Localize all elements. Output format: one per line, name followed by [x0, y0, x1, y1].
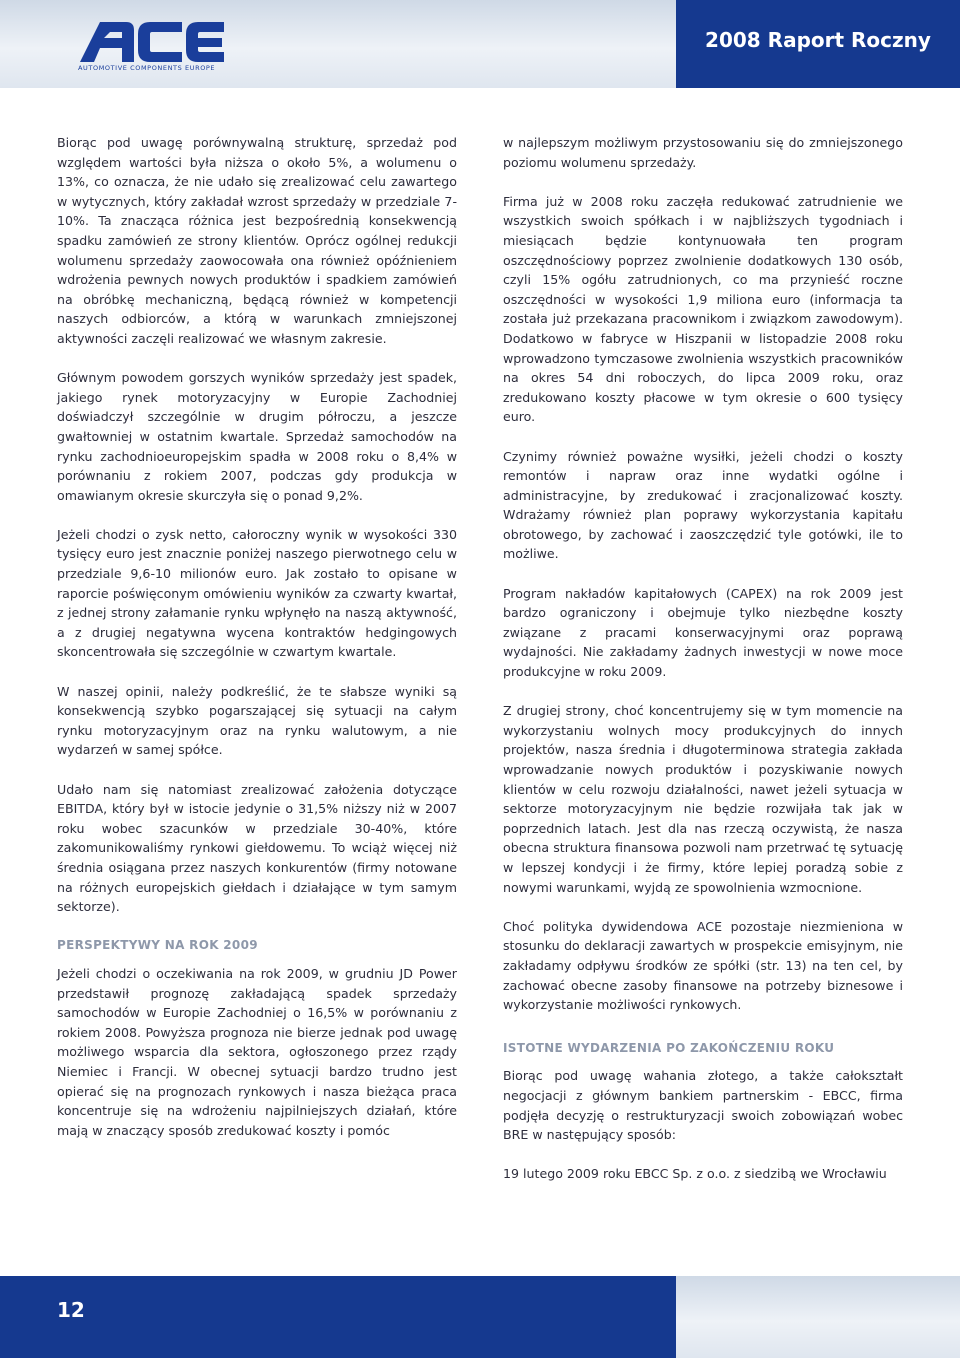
paragraph: Jeżeli chodzi o zysk netto, całoroczny wynik w wysokości 330 tysięcy euro jest znacznie poniżej naszego pierwotnego celu w przedziale 9,6-10 milionów euro. Jak zostało to opisane w raporcie poświęconym omówieniu wyników za czwarty kwartał, z jednej strony załamanie rynku wpłynęło na naszą aktywność, a z drugiej negatywna wycena kontraktów hedgingowych skoncentrowała się szczególnie w czwartym kwartale.	[57, 526, 457, 660]
paragraph: Biorąc pod uwagę wahania złotego, a także całokształt negocjacji z głównym bankiem partnerskim - EBCC, firma podjęła decyzję o restrukturyzacji swoich zobowiązań wobec BRE w następujący sposób:	[503, 1068, 903, 1143]
footer-panel	[0, 1276, 676, 1358]
paragraph: Jeżeli chodzi o oczekiwania na rok 2009, w grudniu JD Power przedstawił prognozę zakładającą spadek sprzedaży samochodów w Europie Zachodniej o 16,5% w porównaniu z rokiem 2008. Powyższa prognoza nie bierze jednak pod uwagę możliwego wsparcia dla sektora, ogłoszonego przez rządy Niemiec i Francji. W obecnej sytuacji bardzo trudno jest opierać się na prognozach rynkowych i nasza bieżąca praca koncentruje się na wdrożeniu najpilniejszych działań, które mają w znaczący sposób zredukować koszty i pomóc	[57, 965, 457, 1138]
logo-letter-a	[80, 22, 134, 62]
paragraph: Program nakładów kapitałowych (CAPEX) na rok 2009 jest bardzo ograniczony i obejmuje tylko niezbędne koszty związane z pracami konserwacyjnymi oraz poprawą wydajności. Nie zakładamy żadnych inwestycji w nowe moce produkcyjne w roku 2009.	[503, 585, 903, 680]
paragraph: Biorąc pod uwagę porównywalną strukturę, sprzedaż pod względem wartości była niższa o około 5%, a wolumenu o 13%, co oznacza, że nie udało się zrealizować celu zawartego w wytycznych, który zakładał wzrost sprzedaży w przedziale 7-10%. Ta znacząca różnica jest bezpośrednią konsekwencją spadku zamówień ze strony klientów. Oprócz ogólnej redukcji wolumenu sprzedaży zaowocowała ona również opóźnieniem wdrożenia pewnych nowych produktów i spadkiem zamówień na obróbkę mechaniczną, będącą również w kompetencji naszych odbiorców, a którą w warunkach zmniejszonej aktywności zaczęli realizować we własnym zakresie.	[57, 135, 457, 346]
paragraph: Firma już w 2008 roku zaczęła redukować zatrudnienie we wszystkich swoich spółkach i w najbliższych tygodniach i miesiącach będzie kontynuowała ten program oszczędnościowy poprzez zwolnienie dodatkowych 130 osób, czyli 15% ogółu zatrudnionych, co ma przynieść roczne oszczędności w wysokości 1,9 miliona euro (informacja ta została już przekazana pracownikom i związkom zawodowym). Dodatkowo w fabryce w Hiszpanii w listopadzie 2008 roku wprowadzono tymczasowe zwolnienia wszystkich pracowników na okres 54 dni roboczych, do lipca 2009 roku, oraz zredukowano koszty płacowe w tym okresie o 600 tysięcy euro.	[503, 193, 903, 425]
report-title: 2008 Raport Roczny	[705, 28, 931, 52]
ace-logo	[76, 14, 226, 70]
paragraph: Z drugiej strony, choć koncentrujemy się w tym momencie na wykorzystaniu wolnych mocy produkcyjnych do innych projektów, nasza średnia i długoterminowa strategia zakłada wprowadzanie nowych produktów i pozyskiwanie nowych klientów w celu rozwoju działalności, nawet jeżeli sytuacja w sektorze motoryzacyjnym nie będzie rozwijała tak jak w poprzednich latach. Jest dla nas rzeczą oczywistą, że nasza obecna struktura finansowa pozwoli nam przetrwać tę sytuację w lepszej kondycji i że firmy, które lepiej poradzą sobie z nowymi warunkami, wyjdą ze spowolnienia wzmocnione.	[503, 703, 903, 895]
right-column	[503, 133, 903, 1203]
paragraph: Głównym powodem gorszych wyników sprzedaży jest spadek, jakiego rynek motoryzacyjny w Europie Zachodniej doświadczył szczególnie w drugim półroczu, a jeszcze gwałtowniej w ostatnim kwartale. Sprzedaż samochodów na rynku zachodnioeuropejskim spadła w 2008 roku o 8,4% w porównaniu z rokiem 2007, podczas gdy produkcja w omawianym okresie skurczyła się o ponad 9,2%.	[57, 370, 457, 503]
paragraph: 19 lutego 2009 roku EBCC Sp. z o.o. z siedzibą we Wrocławiu	[503, 1166, 887, 1182]
logo-letter-c	[138, 22, 182, 62]
paragraph: W naszej opinii, należy podkreślić, że te słabsze wyniki są konsekwencją szybko pogarszającej się sytuacji na całym rynku motoryzacyjnym oraz na rynku walutowym, a nie wydarzeń w samej spółce.	[57, 683, 457, 758]
logo-letter-e	[186, 22, 224, 62]
paragraph: w najlepszym możliwym przystosowaniu się do zmniejszonego poziomu wolumenu sprzedaży.	[503, 135, 903, 170]
paragraph: Czynimy również poważne wysiłki, jeżeli chodzi o koszty remontów i napraw oraz inne wydatki ogólne i administracyjne, by zredukować i zracjonalizować koszty. Wdrażamy również plan poprawy wykorzystania kapitału obrotowego, by zachować i zaoszczędzić tyle gotówki, ile to możliwe.	[503, 448, 903, 562]
paragraph: Choć polityka dywidendowa ACE pozostaje niezmieniona w stosunku do deklaracji zawartych w prospekcie emisyjnym, nie zakładamy odpływu środków ze spółki (str. 13) na ten cel, by zachować obecne zasoby finansowe na potrzeby biznesowe i wykorzystanie możliwości rynkowych.	[503, 918, 903, 1013]
left-column	[57, 133, 457, 1160]
paragraph: Udało nam się natomiast zrealizować założenia dotyczące EBITDA, który był w istocie jedynie o 31,5% niższy niż w 2007 roku wobec szacunków w przedziale 30-40%, które zakomunikowaliśmy rynkowi giełdowemu. To wciąż więcej niż średnia osiągana przez naszych konkurentów (firmy notowane na różnych europejskich giełdach i działające w tym samym sektorze).	[57, 781, 457, 915]
section-heading-outlook: PERSPEKTYWY NA ROK 2009	[57, 938, 258, 953]
logo-tagline: AUTOMOTIVE COMPONENTS EUROPE	[78, 64, 216, 72]
page-number: 12	[57, 1298, 85, 1322]
section-heading-subsequent-events: ISTOTNE WYDARZENIA PO ZAKOŃCZENIU ROKU	[503, 1040, 835, 1055]
